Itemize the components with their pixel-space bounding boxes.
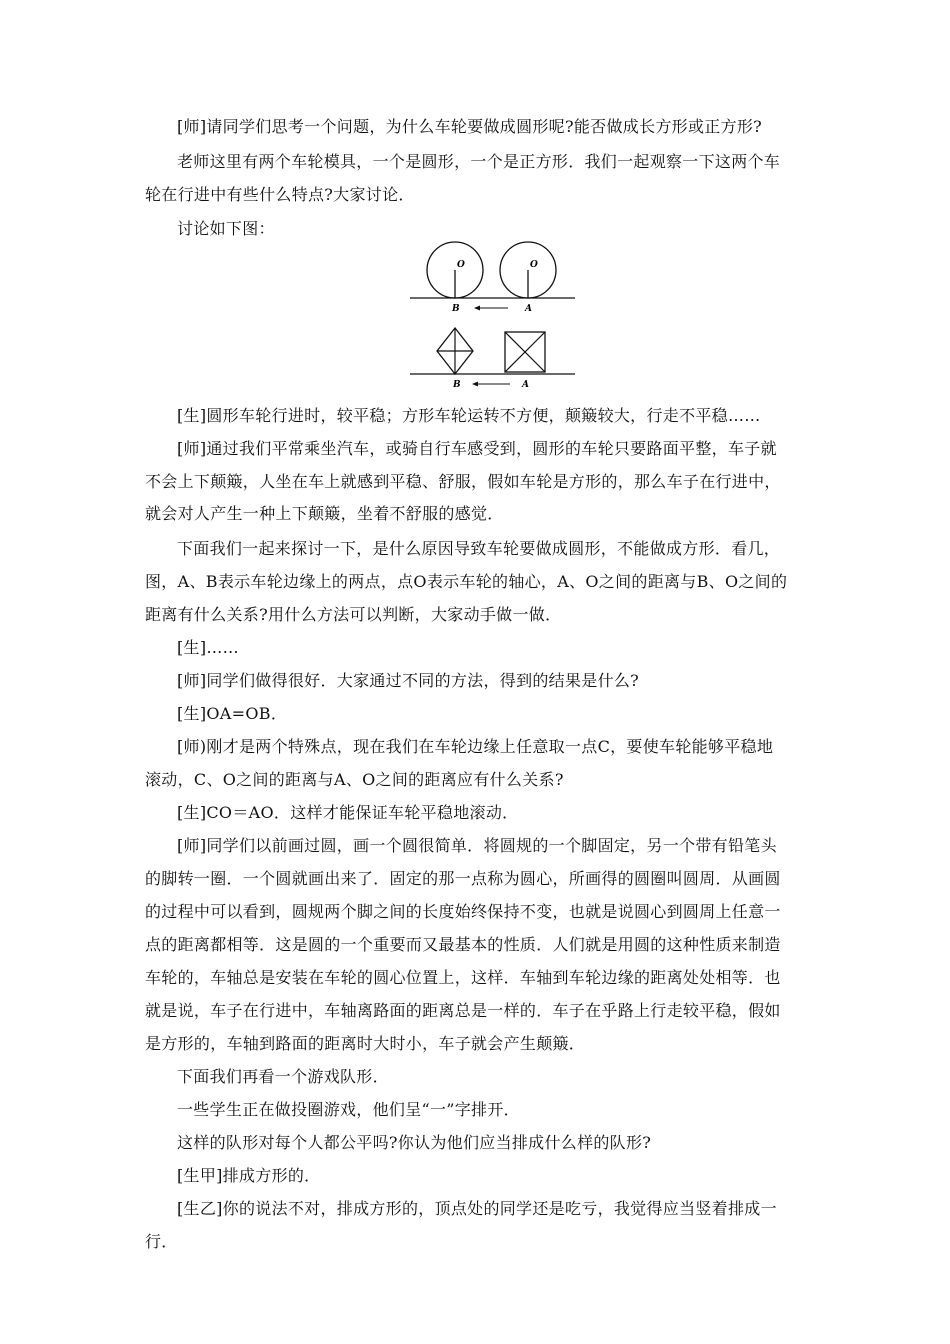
label-o1: O — [457, 260, 465, 270]
label-o2: O — [530, 260, 538, 270]
paragraph-line: [师]通过我们平常乘坐汽车，或骑自行车感受到，圆形的车轮只要路面平整，车子就 — [177, 439, 777, 458]
paragraph-line: [师]同学们做得很好．大家通过不同的方法，得到的结果是什么? — [177, 671, 640, 690]
paragraph-line: 距离有什么关系?用什么方法可以判断，大家动手做一做． — [145, 605, 562, 624]
label-b2: B — [453, 380, 461, 390]
paragraph-line: [生]圆形车轮行进时，较平稳；方形车轮运转不方便，颠簸较大，行走不平稳…… — [177, 406, 761, 425]
paragraph-line: 的过程中可以看到，圆规两个脚之间的长度始终保持不变，也就是说圆心到圆周上任意一 — [145, 902, 781, 921]
paragraph-line: [生]…… — [177, 638, 239, 657]
paragraph-line: [师)刚才是两个特殊点，现在我们在车轮边缘上任意取一点C，要使车轮能够平稳地 — [177, 737, 774, 756]
paragraph-line: [师]同学们以前画过圆，画一个圆很简单．将圆规的一个脚固定，另一个带有铅笔头 — [177, 836, 777, 855]
label-a1: A — [525, 304, 532, 314]
paragraph-line: 轮在行进中有些什么特点?大家讨论． — [145, 185, 415, 204]
paragraph-line: 老师这里有两个车轮模具，一个是圆形，一个是正方形．我们一起观察一下这两个车 — [177, 152, 781, 171]
label-a2: A — [522, 380, 529, 390]
paragraph-line: 讨论如下图： — [177, 219, 275, 238]
arrow-head-2 — [472, 382, 478, 387]
paragraph-line: [生]OA=OB． — [177, 704, 288, 723]
paragraph-line: 的脚转一圈．一个圆就画出来了．固定的那一点称为圆心，所画得的圆圈叫圆周．从画圆 — [145, 869, 781, 888]
wheel-diagram — [410, 240, 575, 390]
paragraph-line: 点的距离都相等．这是圆的一个重要而又最基本的性质．人们就是用圆的这种性质来制造 — [145, 935, 781, 954]
paragraph-line: 这样的队形对每个人都公平吗?你认为他们应当排成什么样的队形? — [177, 1133, 652, 1152]
paragraph-line: 不会上下颠簸，人坐在车上就感到平稳、舒服，假如车轮是方形的，那么车子在行进中， — [145, 472, 781, 491]
paragraph-line: [师]请同学们思考一个问题，为什么车轮要做成圆形呢?能否做成长方形或正方形? — [177, 117, 763, 136]
paragraph-line: 行． — [145, 1232, 178, 1251]
paragraph-line: 图，A、B表示车轮边缘上的两点，点O表示车轮的轴心，A、O之间的距离与B、O之间的 — [145, 572, 788, 591]
paragraph-line: 就是说，车子在行进中，车轴离路面的距离总是一样的．车子在乎路上行走较平稳，假如 — [145, 1001, 781, 1020]
paragraph-line: 一些学生正在做投圈游戏，他们呈“一”字排开． — [177, 1100, 520, 1119]
paragraph-line: 滚动，C、O之间的距离与A、O之间的距离应有什么关系? — [145, 770, 564, 789]
paragraph-line: [生]CO＝AO．这样才能保证车轮平稳地滚动． — [177, 803, 519, 822]
paragraph-line: 车轮的，车轴总是安装在车轮的圆心位置上，这样．车轴到车轮边缘的距离处处相等．也 — [145, 968, 781, 987]
paragraph-line: 下面我们一起来探讨一下，是什么原因导致车轮要做成圆形，不能做成方形．看几， — [177, 539, 781, 558]
paragraph-line: 是方形的，车轴到路面的距离时大时小，车子就会产生颠簸． — [145, 1034, 586, 1053]
label-b1: B — [452, 304, 460, 314]
paragraph-line: 就会对人产生一种上下颠簸，坐着不舒服的感觉． — [145, 504, 504, 523]
arrow-head-1 — [474, 306, 480, 311]
paragraph-line: [生甲]排成方形的． — [177, 1166, 321, 1185]
paragraph-line: [生乙]你的说法不对，排成方形的，顶点处的同学还是吃亏，我觉得应当竖着排成一 — [177, 1199, 777, 1218]
paragraph-line: 下面我们再看一个游戏队形． — [177, 1067, 389, 1086]
